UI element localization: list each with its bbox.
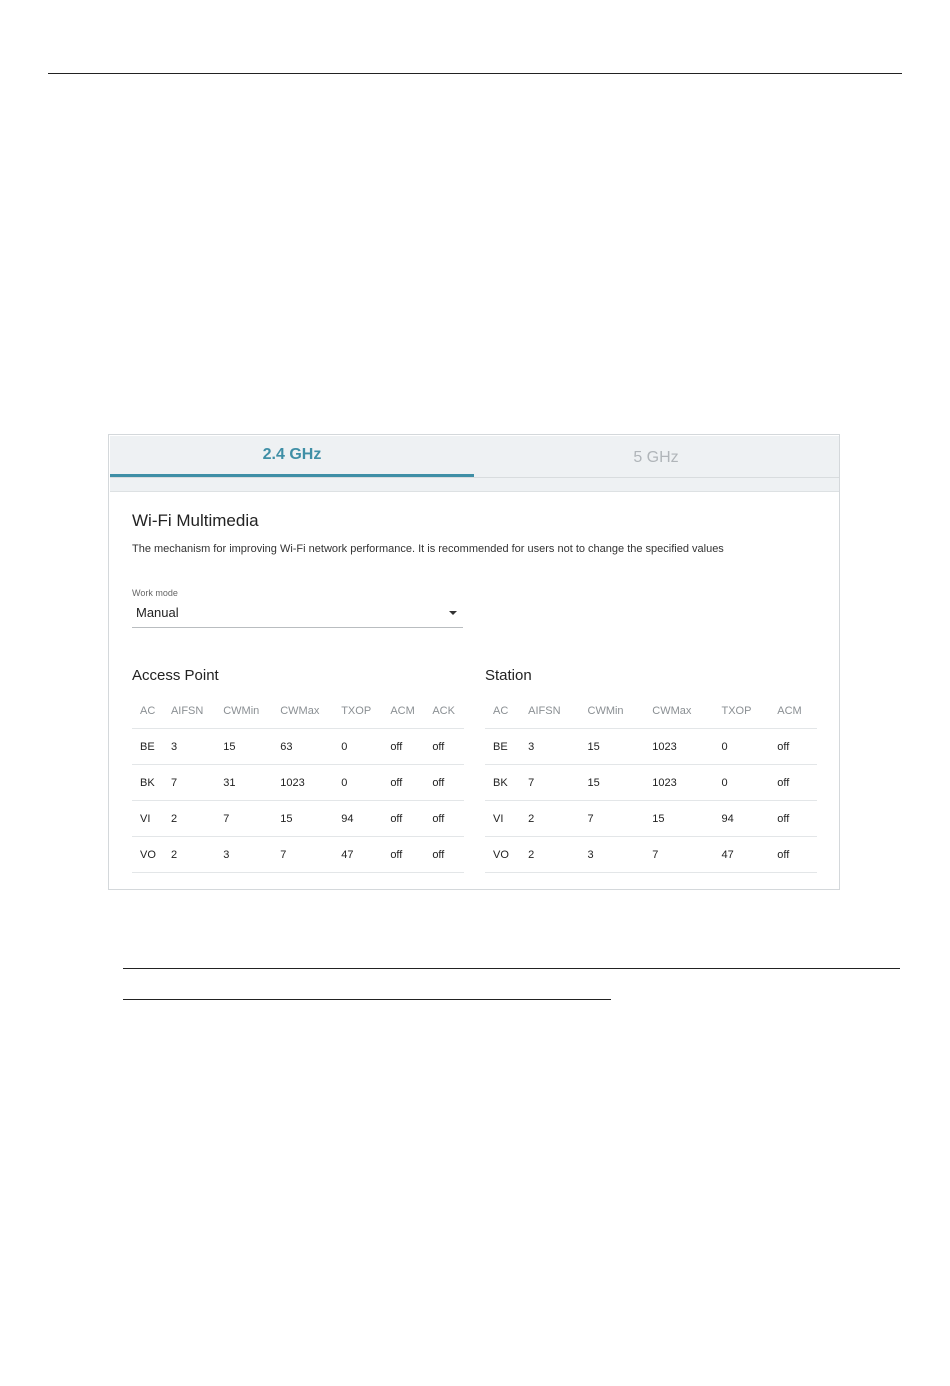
band-tabs (110, 436, 839, 478)
column-header-aifsn: AIFSN (520, 693, 579, 729)
table-cell-cwmin: 7 (215, 801, 272, 837)
table-row (132, 801, 464, 837)
table-cell-aifsn: 2 (163, 837, 215, 873)
chevron-down-icon (449, 611, 457, 615)
table-cell-cwmin: 7 (580, 801, 645, 837)
table-cell-ac: VO (485, 837, 520, 873)
column-header-cwmin: CWMin (580, 693, 645, 729)
access-point-title: Access Point (132, 667, 219, 684)
table-cell-cwmin: 15 (580, 765, 645, 801)
column-header-aifsn: AIFSN (163, 693, 215, 729)
table-cell-ack: off (424, 801, 464, 837)
page-top-rule (48, 73, 902, 74)
table-cell-cwmin: 15 (215, 729, 272, 765)
table-cell-aifsn: 2 (520, 837, 579, 873)
table-cell-cwmax: 15 (272, 801, 333, 837)
table-cell-aifsn: 3 (163, 729, 215, 765)
column-header-cwmax: CWMax (272, 693, 333, 729)
column-header-txop: TXOP (333, 693, 382, 729)
table-cell-aifsn: 2 (163, 801, 215, 837)
table-cell-ac: VO (132, 837, 163, 873)
table-cell-cwmin: 3 (215, 837, 272, 873)
work-mode-select[interactable] (132, 601, 463, 628)
table-row (485, 729, 817, 765)
table-cell-txop: 47 (333, 837, 382, 873)
table-cell-txop: 47 (713, 837, 769, 873)
table-cell-acm: off (382, 837, 424, 873)
tab-5ghz[interactable]: 5 GHz (633, 449, 679, 466)
wifi-wmm-settings-panel (108, 434, 840, 890)
page-rule-short (123, 999, 611, 1000)
section-title: Wi-Fi Multimedia (132, 511, 259, 530)
table-cell-cwmax: 7 (644, 837, 713, 873)
table-cell-cwmax: 1023 (644, 765, 713, 801)
table-cell-cwmin: 3 (580, 837, 645, 873)
column-header-ack: ACK (424, 693, 464, 729)
table-cell-cwmin: 31 (215, 765, 272, 801)
table-cell-cwmax: 1023 (272, 765, 333, 801)
table-cell-acm: off (382, 729, 424, 765)
table-cell-txop: 0 (333, 765, 382, 801)
station-table (485, 693, 817, 873)
table-cell-txop: 0 (333, 729, 382, 765)
table-cell-cwmin: 15 (580, 729, 645, 765)
table-row (132, 729, 464, 765)
table-row (132, 837, 464, 873)
column-header-acm: ACM (769, 693, 817, 729)
table-cell-aifsn: 2 (520, 801, 579, 837)
table-cell-ack: off (424, 729, 464, 765)
table-header-row (132, 693, 464, 729)
tab-content-divider (110, 478, 839, 492)
tab-2-4ghz[interactable]: 2.4 GHz (110, 436, 474, 477)
table-cell-ac: BE (132, 729, 163, 765)
table-cell-ac: VI (485, 801, 520, 837)
table-cell-ack: off (424, 765, 464, 801)
table-row (485, 837, 817, 873)
table-cell-cwmax: 1023 (644, 729, 713, 765)
table-header-row (485, 693, 817, 729)
table-cell-ack: off (424, 837, 464, 873)
section-description: The mechanism for improving Wi-Fi network performance. It is recommended for users not to change the specified values (132, 543, 724, 555)
work-mode-label: Work mode (132, 588, 178, 598)
table-cell-txop: 0 (713, 729, 769, 765)
table-cell-acm: off (769, 765, 817, 801)
column-header-txop: TXOP (713, 693, 769, 729)
table-cell-txop: 94 (713, 801, 769, 837)
table-row (132, 765, 464, 801)
table-cell-cwmax: 7 (272, 837, 333, 873)
table-cell-acm: off (382, 801, 424, 837)
column-header-acm: ACM (382, 693, 424, 729)
table-cell-cwmax: 63 (272, 729, 333, 765)
work-mode-value: Manual (136, 605, 179, 620)
page-rule (123, 968, 900, 969)
column-header-cwmax: CWMax (644, 693, 713, 729)
table-cell-cwmax: 15 (644, 801, 713, 837)
table-row (485, 765, 817, 801)
table-cell-txop: 94 (333, 801, 382, 837)
table-row (485, 801, 817, 837)
table-cell-aifsn: 7 (520, 765, 579, 801)
table-cell-acm: off (769, 801, 817, 837)
table-cell-acm: off (769, 729, 817, 765)
access-point-table (132, 693, 464, 873)
table-cell-acm: off (769, 837, 817, 873)
column-header-cwmin: CWMin (215, 693, 272, 729)
table-cell-txop: 0 (713, 765, 769, 801)
table-cell-ac: BK (485, 765, 520, 801)
table-cell-aifsn: 7 (163, 765, 215, 801)
column-header-ac: AC (132, 693, 163, 729)
table-cell-ac: BE (485, 729, 520, 765)
table-cell-ac: BK (132, 765, 163, 801)
table-cell-aifsn: 3 (520, 729, 579, 765)
table-cell-acm: off (382, 765, 424, 801)
station-title: Station (485, 667, 532, 684)
table-cell-ac: VI (132, 801, 163, 837)
column-header-ac: AC (485, 693, 520, 729)
